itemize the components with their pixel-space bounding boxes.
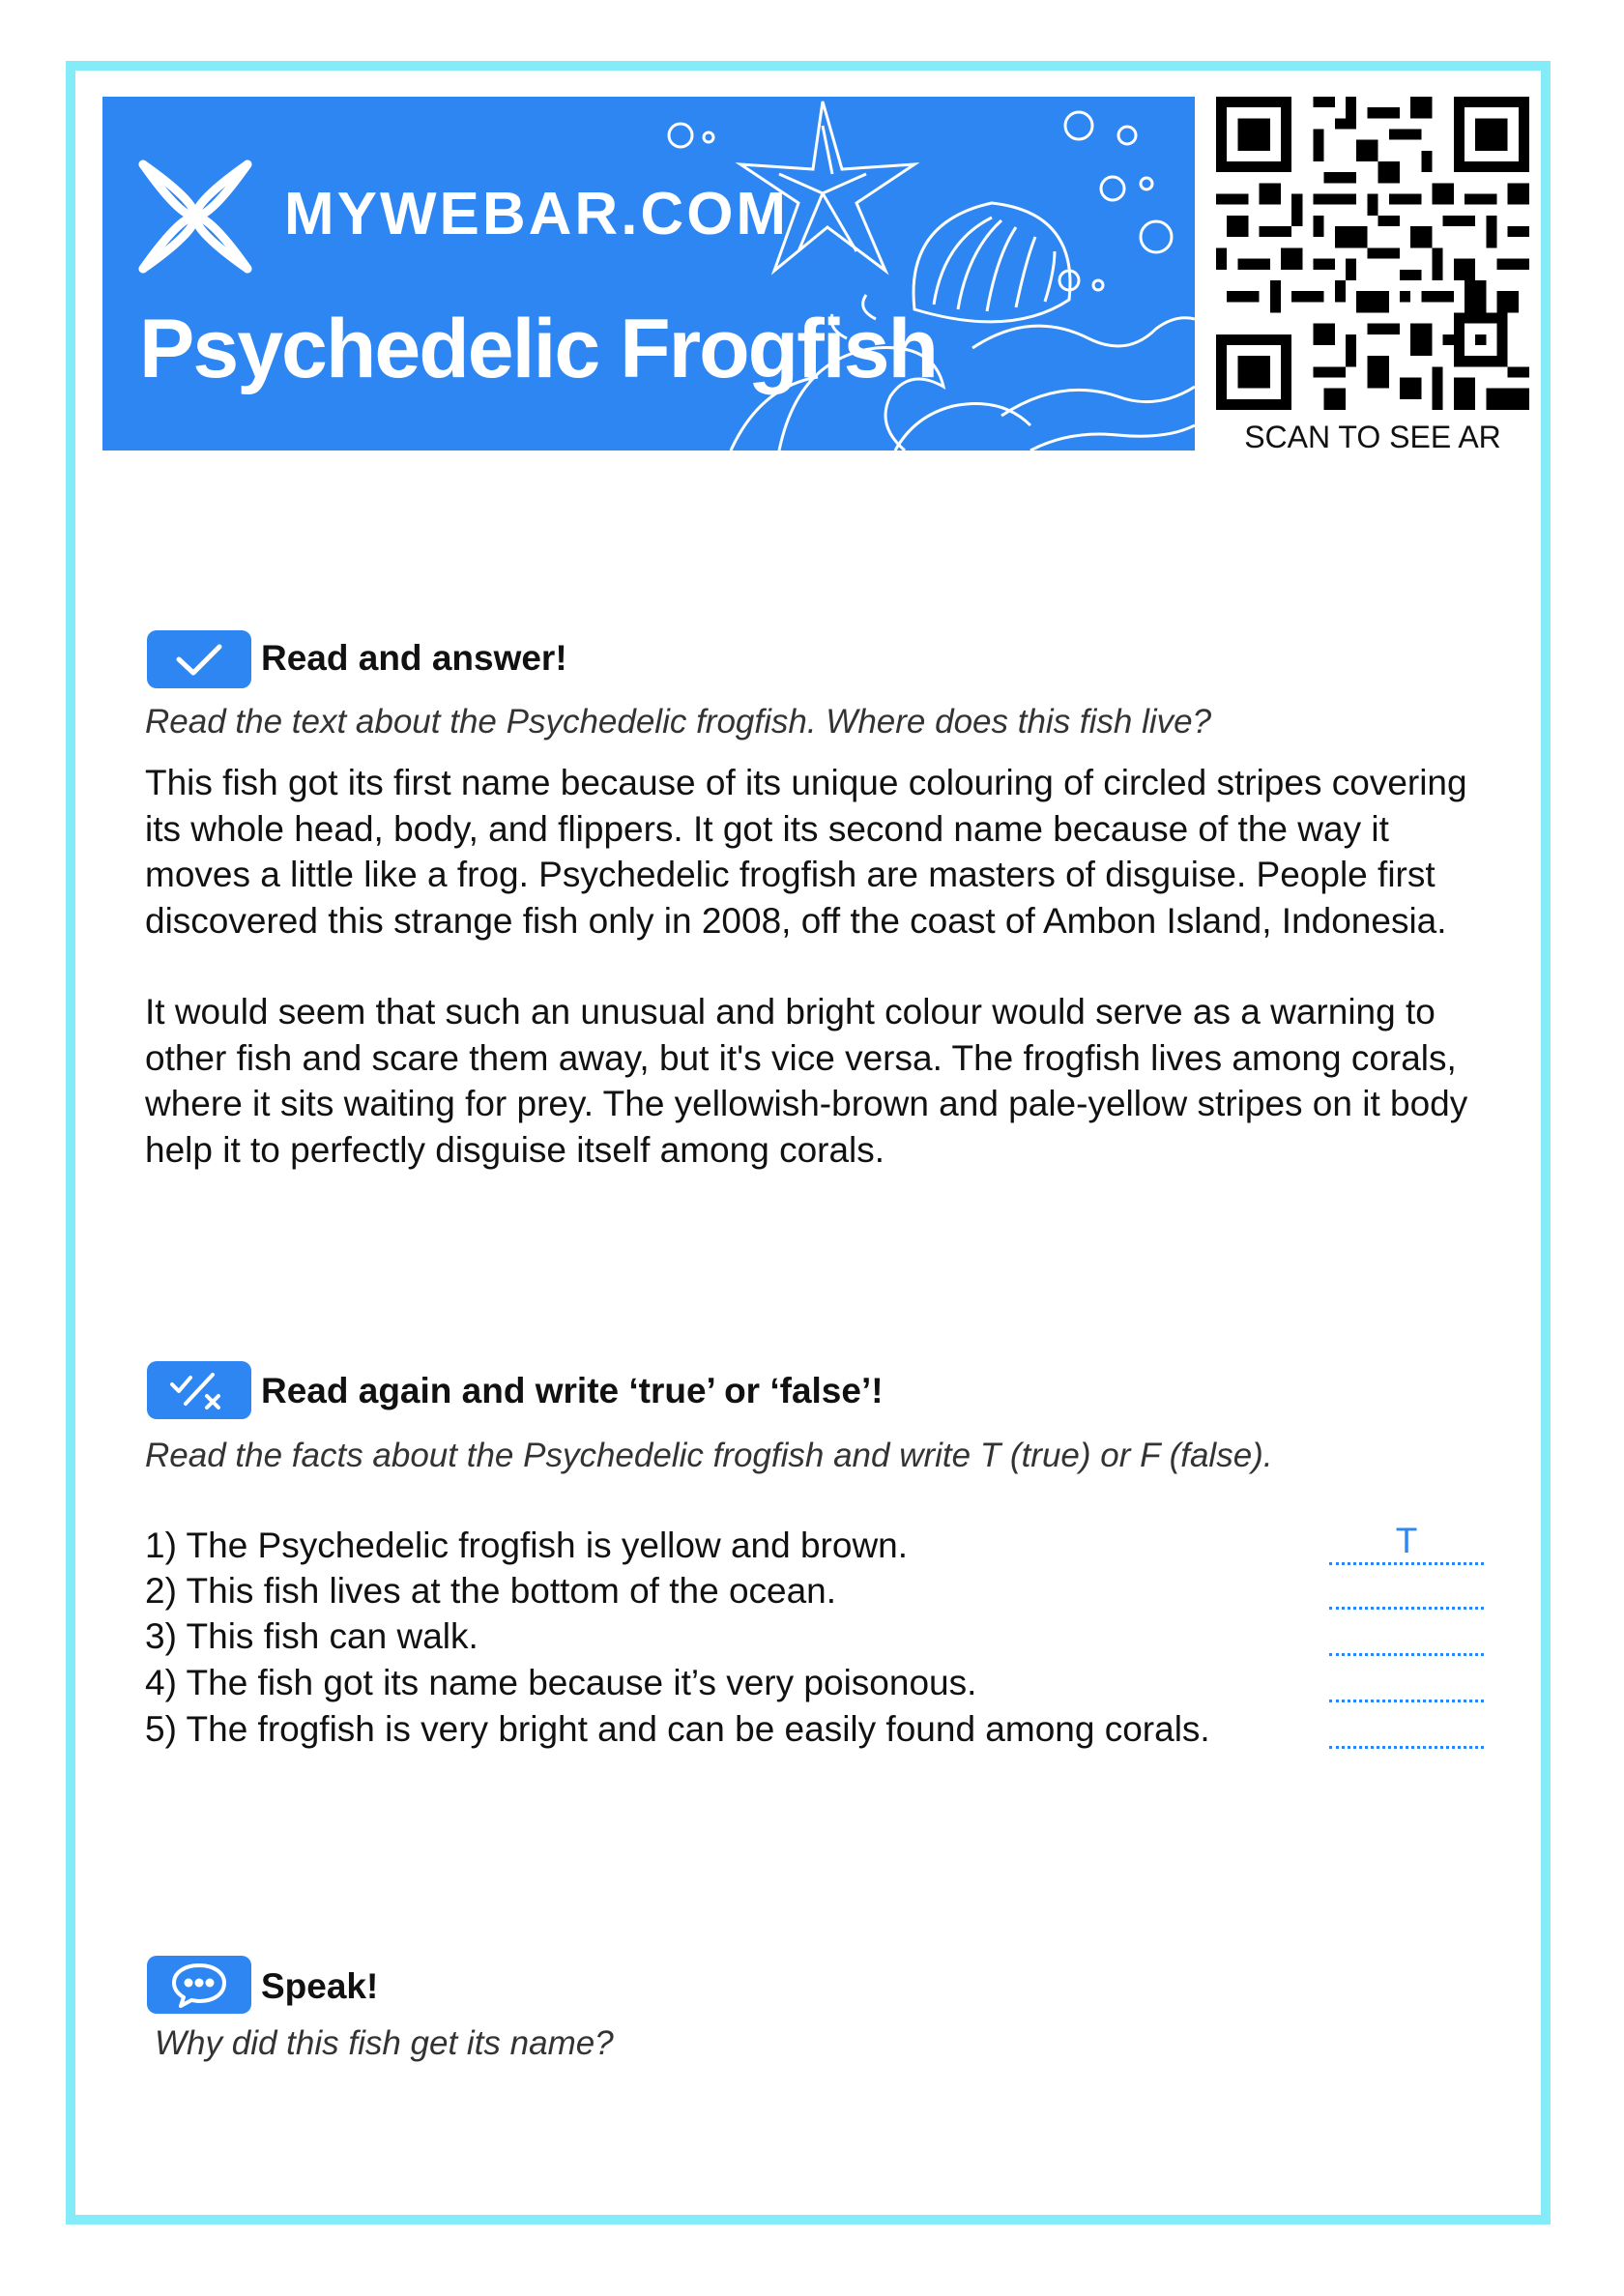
answer-field-1[interactable]: T: [1329, 1524, 1484, 1565]
answer-field-3[interactable]: [1329, 1614, 1484, 1656]
qr-code-icon[interactable]: [1216, 97, 1529, 410]
speech-bubble-icon: [147, 1956, 251, 2014]
statement-3: 3) This fish can walk.: [145, 1616, 478, 1656]
page-title: Psychedelic Frogfish: [139, 303, 938, 395]
section2-heading: Read again and write ‘true’ or ‘false’!: [261, 1371, 884, 1410]
section1-instruction: Read the text about the Psychedelic frogfish. Where does this fish live?: [145, 703, 1212, 741]
statement-2: 2) This fish lives at the bottom of the ocean.: [145, 1571, 837, 1611]
statement-5: 5) The frogfish is very bright and can be easily found among corals.: [145, 1709, 1210, 1749]
section1-heading: Read and answer!: [261, 638, 567, 678]
sea-decoration-icon: [102, 97, 1195, 450]
section1-paragraph-1: This fish got its first name because of its unique colouring of circled stripes covering its whole head, body, and flippers. It got its second name because of the way it moves a little like a frog. Psychedelic frogfish are masters of disguise. People first discovered this strange fish only in 2008, off the coast of Ambon Island, Indonesia.: [145, 763, 1467, 941]
answer-field-4[interactable]: [1329, 1661, 1484, 1702]
answer-field-2[interactable]: [1329, 1568, 1484, 1610]
checkmark-icon: [147, 630, 251, 688]
statement-4: 4) The fish got its name because it’s very poisonous.: [145, 1663, 977, 1702]
section2-instruction: Read the facts about the Psychedelic frogfish and write T (true) or F (false).: [145, 1437, 1273, 1474]
section3-instruction: Why did this fish get its name?: [155, 2024, 614, 2062]
section3-heading: Speak!: [261, 1966, 379, 2006]
header-banner: [102, 97, 1195, 450]
mywebar-logo-icon: [131, 153, 259, 280]
statement-1: 1) The Psychedelic frogfish is yellow and brown.: [145, 1526, 909, 1565]
site-name: MYWEBAR.COM: [284, 181, 790, 247]
answer-field-5[interactable]: [1329, 1707, 1484, 1749]
check-cross-icon: [147, 1361, 251, 1419]
qr-caption: SCAN TO SEE AR: [1244, 420, 1501, 454]
section1-paragraph-2: It would seem that such an unusual and bright colour would serve as a warning to other fish and scare them away, but it's vice versa. The frogfish lives among corals, where it sits waiting for prey. The yellowish-brown and pale-yellow stripes on it body help it to perfectly disguise itself among corals.: [145, 992, 1468, 1170]
